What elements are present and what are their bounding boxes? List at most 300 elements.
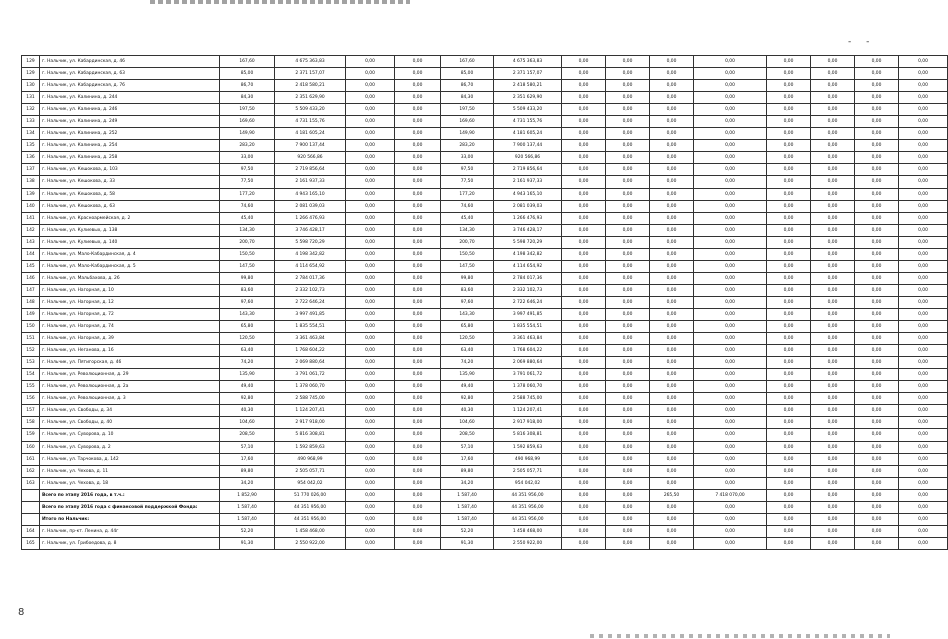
value-cell: 0,00 [694,333,767,345]
value-cell: 490 968,99 [494,453,562,465]
address-cell: г. Нальчик, ул. Нагорная, д. 12 [40,296,220,308]
value-cell: 0,00 [650,333,694,345]
value-cell: 147,50 [220,260,275,272]
value-cell: 0,00 [606,381,650,393]
value-cell: 0,00 [346,393,395,405]
value-cell: 0,00 [811,56,855,68]
value-cell: 2 351 629,90 [275,92,346,104]
value-cell: 0,00 [606,80,650,92]
scanned-footer-fragment [590,634,890,638]
value-cell: 135,90 [441,369,494,381]
value-cell: 0,00 [811,453,855,465]
value-cell: 0,00 [650,164,694,176]
row-number: 148 [22,296,40,308]
table-row [22,477,948,489]
row-number: 146 [22,272,40,284]
value-cell: 0,00 [346,525,395,537]
row-number: 130 [22,80,40,92]
value-cell: 0,00 [606,417,650,429]
value-cell: 0,00 [562,429,606,441]
value-cell: 1 458 468,00 [275,525,346,537]
value-cell: 0,00 [694,477,767,489]
table-row [22,140,948,152]
value-cell: 0,00 [694,465,767,477]
value-cell: 49,40 [220,381,275,393]
value-cell: 0,00 [395,140,441,152]
value-cell: 5 509 433,20 [494,104,562,116]
value-cell: 0,00 [395,477,441,489]
value-cell: 0,00 [899,417,948,429]
table-row [22,164,948,176]
value-cell: 2 081 039,03 [275,200,346,212]
value-cell: 0,00 [855,477,899,489]
row-number: 132 [22,104,40,116]
table-row [22,152,948,164]
value-cell: 0,00 [346,200,395,212]
value-cell: 44 351 956,00 [494,489,562,501]
value-cell: 3 997 491,85 [275,308,346,320]
value-cell: 33,00 [441,152,494,164]
value-cell: 0,00 [694,212,767,224]
value-cell: 5 598 720,29 [494,236,562,248]
value-cell: 2 081 039,03 [494,200,562,212]
value-cell: 0,00 [562,489,606,501]
address-cell: г. Нальчик, ул. Кабардинская, д. 76 [40,80,220,92]
value-cell: 0,00 [395,369,441,381]
value-cell: 0,00 [767,465,811,477]
value-cell: 0,00 [395,537,441,549]
address-cell: г. Нальчик, ул. Свободы, д. 40 [40,417,220,429]
row-number: 159 [22,429,40,441]
value-cell: 167,60 [220,56,275,68]
value-cell: 208,50 [220,429,275,441]
value-cell: 2 418 580,21 [275,80,346,92]
value-cell: 49,40 [441,381,494,393]
value-cell: 0,00 [562,441,606,453]
row-number: 141 [22,212,40,224]
address-cell: Итого по Нальчик: [40,513,220,525]
value-cell: 0,00 [606,272,650,284]
address-cell: г. Нальчик, ул. Кулиевых, д. 138 [40,224,220,236]
value-cell: 4 181 605,24 [494,128,562,140]
value-cell: 0,00 [811,92,855,104]
value-cell: 0,00 [811,68,855,80]
value-cell: 0,00 [650,501,694,513]
table-row [22,224,948,236]
value-cell: 0,00 [562,188,606,200]
value-cell: 52,20 [220,525,275,537]
value-cell: 0,00 [346,56,395,68]
row-number: 164 [22,525,40,537]
value-cell: 2 505 057,71 [494,465,562,477]
value-cell: 0,00 [346,236,395,248]
value-cell: 0,00 [346,429,395,441]
value-cell: 0,00 [767,345,811,357]
value-cell: 17,60 [441,453,494,465]
value-cell: 0,00 [899,248,948,260]
value-cell: 0,00 [855,537,899,549]
value-cell: 0,00 [811,321,855,333]
value-cell: 1 768 604,22 [275,345,346,357]
value-cell: 0,00 [694,525,767,537]
value-cell: 0,00 [767,537,811,549]
value-cell: 0,00 [562,417,606,429]
value-cell: 208,50 [441,429,494,441]
value-cell: 0,00 [899,188,948,200]
value-cell: 0,00 [562,272,606,284]
value-cell: 0,00 [855,308,899,320]
value-cell: 0,00 [346,68,395,80]
value-cell: 0,00 [395,429,441,441]
value-cell: 0,00 [811,212,855,224]
value-cell: 1 852,90 [220,489,275,501]
value-cell: 0,00 [767,248,811,260]
value-cell: 2 161 937,33 [275,176,346,188]
value-cell: 0,00 [899,164,948,176]
value-cell: 0,00 [606,453,650,465]
row-number: 156 [22,393,40,405]
value-cell: 0,00 [855,525,899,537]
address-cell: г. Нальчик, ул. Суворова, д. 10 [40,429,220,441]
value-cell: 0,00 [395,176,441,188]
value-cell: 0,00 [606,513,650,525]
value-cell: 0,00 [650,453,694,465]
value-cell: 3 746 428,17 [275,224,346,236]
value-cell: 0,00 [855,321,899,333]
value-cell: 0,00 [606,345,650,357]
value-cell: 0,00 [694,405,767,417]
value-cell: 0,00 [395,296,441,308]
value-cell: 0,00 [899,333,948,345]
value-cell: 0,00 [811,405,855,417]
value-cell: 0,00 [899,489,948,501]
value-cell: 4 198 342,82 [275,248,346,260]
value-cell: 0,00 [395,489,441,501]
value-cell: 5 816 308,81 [494,429,562,441]
value-cell: 0,00 [395,200,441,212]
value-cell: 0,00 [650,441,694,453]
value-cell: 0,00 [395,92,441,104]
value-cell: 0,00 [694,453,767,465]
value-cell: 65,80 [220,321,275,333]
value-cell: 0,00 [855,381,899,393]
value-cell: 74,60 [441,200,494,212]
value-cell: 0,00 [650,152,694,164]
table-row [22,260,948,272]
value-cell: 0,00 [811,296,855,308]
address-cell: г. Нальчик, ул. Кулиевых, д. 140 [40,236,220,248]
value-cell: 7 900 137,44 [494,140,562,152]
value-cell: 0,00 [899,321,948,333]
value-cell: 0,00 [562,525,606,537]
value-cell: 5 816 308,81 [275,429,346,441]
value-cell: 0,00 [650,104,694,116]
value-cell: 86,70 [441,80,494,92]
address-cell: г. Нальчик, ул. Калинина, д. 258 [40,152,220,164]
value-cell: 0,00 [650,236,694,248]
value-cell: 0,00 [767,80,811,92]
value-cell: 0,00 [811,513,855,525]
value-cell: 0,00 [855,405,899,417]
value-cell: 0,00 [606,224,650,236]
value-cell: 0,00 [767,357,811,369]
value-cell: 0,00 [395,68,441,80]
row-number: 151 [22,333,40,345]
value-cell: 99,80 [220,272,275,284]
row-number: 134 [22,128,40,140]
table-row [22,212,948,224]
value-cell: 0,00 [395,525,441,537]
value-cell: 0,00 [346,272,395,284]
value-cell: 0,00 [767,381,811,393]
value-cell: 0,00 [899,501,948,513]
page-mark: 8 [18,607,25,618]
value-cell: 0,00 [811,116,855,128]
value-cell: 91,30 [441,537,494,549]
value-cell: 0,00 [346,465,395,477]
value-cell: 0,00 [606,308,650,320]
value-cell: 0,00 [562,345,606,357]
value-cell: 104,60 [220,417,275,429]
value-cell: 17,60 [220,453,275,465]
value-cell: 0,00 [767,152,811,164]
value-cell: 0,00 [562,537,606,549]
value-cell: 0,00 [899,104,948,116]
address-cell: г. Нальчик, ул. Кешокова, д. 58 [40,188,220,200]
value-cell: 0,00 [899,56,948,68]
value-cell: 0,00 [650,537,694,549]
table-row [22,405,948,417]
value-cell: 0,00 [767,284,811,296]
value-cell: 197,50 [220,104,275,116]
value-cell: 0,00 [694,236,767,248]
address-cell: г. Нальчик, ул. Калинина, д. 244 [40,92,220,104]
value-cell: 0,00 [811,236,855,248]
value-cell: 0,00 [899,68,948,80]
table-row [22,236,948,248]
value-cell: 0,00 [606,68,650,80]
value-cell: 0,00 [650,200,694,212]
value-cell: 0,00 [767,369,811,381]
value-cell: 0,00 [562,68,606,80]
row-number: 153 [22,357,40,369]
value-cell: 0,00 [811,272,855,284]
address-cell: г. Нальчик, ул. Чехова, д. 18 [40,477,220,489]
value-cell: 2 719 856,64 [275,164,346,176]
value-cell: 0,00 [694,224,767,236]
value-cell: 0,00 [395,345,441,357]
row-number: 135 [22,140,40,152]
value-cell: 0,00 [606,128,650,140]
address-cell: г. Нальчик, ул. Свободы, д. 34 [40,405,220,417]
value-cell: 0,00 [606,116,650,128]
value-cell: 44 351 956,00 [275,501,346,513]
value-cell: 0,00 [395,357,441,369]
value-cell: 0,00 [650,345,694,357]
value-cell: 0,00 [650,212,694,224]
value-cell: 2 371 157,07 [275,68,346,80]
value-cell: 4 114 654,92 [275,260,346,272]
value-cell: 4 181 605,24 [275,128,346,140]
value-cell: 0,00 [395,321,441,333]
table-row [22,393,948,405]
value-cell: 0,00 [694,345,767,357]
value-cell: 2 550 922,00 [494,537,562,549]
value-cell: 74,60 [220,200,275,212]
value-cell: 0,00 [899,513,948,525]
value-cell: 0,00 [346,80,395,92]
value-cell: 135,90 [220,369,275,381]
value-cell: 99,80 [441,272,494,284]
value-cell: 920 566,86 [275,152,346,164]
value-cell: 0,00 [767,477,811,489]
row-number: 133 [22,116,40,128]
value-cell: 0,00 [606,489,650,501]
value-cell: 0,00 [811,345,855,357]
value-cell: 0,00 [395,248,441,260]
value-cell: 0,00 [562,513,606,525]
value-cell: 65,80 [441,321,494,333]
row-number: 155 [22,381,40,393]
value-cell: 0,00 [899,284,948,296]
value-cell: 0,00 [395,128,441,140]
value-cell: 0,00 [855,453,899,465]
table-row [22,68,948,80]
value-cell: 1 835 554,51 [275,321,346,333]
value-cell: 0,00 [395,441,441,453]
value-cell: 3 791 061,72 [494,369,562,381]
value-cell: 0,00 [811,188,855,200]
row-number: 129 [22,68,40,80]
address-cell: г. Нальчик, ул. Кешокова, д. 33 [40,176,220,188]
value-cell: 2 719 856,64 [494,164,562,176]
value-cell: 0,00 [811,477,855,489]
value-cell: 0,00 [855,92,899,104]
summary-row [22,513,948,525]
value-cell: 0,00 [395,104,441,116]
value-cell: 0,00 [395,164,441,176]
value-cell: 85,00 [220,68,275,80]
value-cell: 0,00 [855,200,899,212]
value-cell: 0,00 [562,477,606,489]
value-cell: 0,00 [767,128,811,140]
address-cell: г. Нальчик, ул. Чехова, д. 11 [40,465,220,477]
value-cell: 0,00 [346,140,395,152]
value-cell: 197,50 [441,104,494,116]
value-cell: 0,00 [811,417,855,429]
value-cell: 0,00 [650,321,694,333]
table-row [22,128,948,140]
address-cell: г. Нальчик, ул. Мало-Кабардинская, д. 4 [40,248,220,260]
value-cell: 0,00 [811,140,855,152]
value-cell: 89,80 [441,465,494,477]
value-cell: 0,00 [855,56,899,68]
value-cell: 2 332 102,73 [275,284,346,296]
address-cell: г. Нальчик, ул. Революционная, д. 3 [40,393,220,405]
value-cell: 0,00 [855,188,899,200]
value-cell: 0,00 [606,525,650,537]
value-cell: 0,00 [855,116,899,128]
value-cell: 0,00 [395,224,441,236]
value-cell: 0,00 [899,224,948,236]
value-cell: 4 943 165,10 [494,188,562,200]
value-cell: 40,30 [220,405,275,417]
table-row [22,56,948,68]
value-cell: 0,00 [346,128,395,140]
table-body [22,56,948,550]
value-cell: 4 731 155,76 [494,116,562,128]
table-row [22,369,948,381]
value-cell: 0,00 [650,381,694,393]
table-row [22,200,948,212]
value-cell: 0,00 [562,296,606,308]
value-cell: 0,00 [606,176,650,188]
value-cell: 0,00 [606,284,650,296]
value-cell: 0,00 [606,164,650,176]
value-cell: 0,00 [855,465,899,477]
value-cell: 0,00 [899,369,948,381]
value-cell: 0,00 [395,417,441,429]
value-cell: 0,00 [767,429,811,441]
value-cell: 0,00 [855,417,899,429]
value-cell: 57,10 [220,441,275,453]
value-cell: 169,60 [441,116,494,128]
value-cell: 2 722 646,24 [275,296,346,308]
value-cell: 0,00 [767,92,811,104]
value-cell: 0,00 [694,381,767,393]
value-cell: 0,00 [855,489,899,501]
value-cell: 63,40 [441,345,494,357]
value-cell: 2 418 580,21 [494,80,562,92]
value-cell: 0,00 [811,465,855,477]
value-cell: 0,00 [650,405,694,417]
value-cell: 0,00 [694,296,767,308]
row-number [22,489,40,501]
value-cell: 0,00 [650,224,694,236]
value-cell: 0,00 [606,56,650,68]
value-cell: 0,00 [694,80,767,92]
value-cell: 91,30 [220,537,275,549]
value-cell: 0,00 [855,429,899,441]
value-cell: 1 378 060,70 [494,381,562,393]
value-cell: 0,00 [811,260,855,272]
value-cell: 0,00 [395,453,441,465]
value-cell: 0,00 [650,56,694,68]
value-cell: 52,20 [441,525,494,537]
value-cell: 0,00 [694,441,767,453]
value-cell: 0,00 [855,152,899,164]
value-cell: 3 361 463,84 [275,333,346,345]
value-cell: 0,00 [767,104,811,116]
address-cell: г. Нальчик, ул. Калинина, д. 249 [40,116,220,128]
value-cell: 0,00 [811,333,855,345]
address-cell: г. Нальчик, ул. Кабардинская, д. 46 [40,56,220,68]
value-cell: 0,00 [606,429,650,441]
value-cell: 0,00 [346,321,395,333]
row-number: 150 [22,321,40,333]
table-row [22,417,948,429]
value-cell: 0,00 [562,80,606,92]
value-cell: 0,00 [606,188,650,200]
value-cell: 0,00 [767,417,811,429]
value-cell: 0,00 [855,345,899,357]
value-cell: 0,00 [767,260,811,272]
value-cell: 0,00 [767,176,811,188]
value-cell: 0,00 [650,176,694,188]
value-cell: 0,00 [346,537,395,549]
value-cell: 0,00 [346,248,395,260]
value-cell: 0,00 [767,333,811,345]
